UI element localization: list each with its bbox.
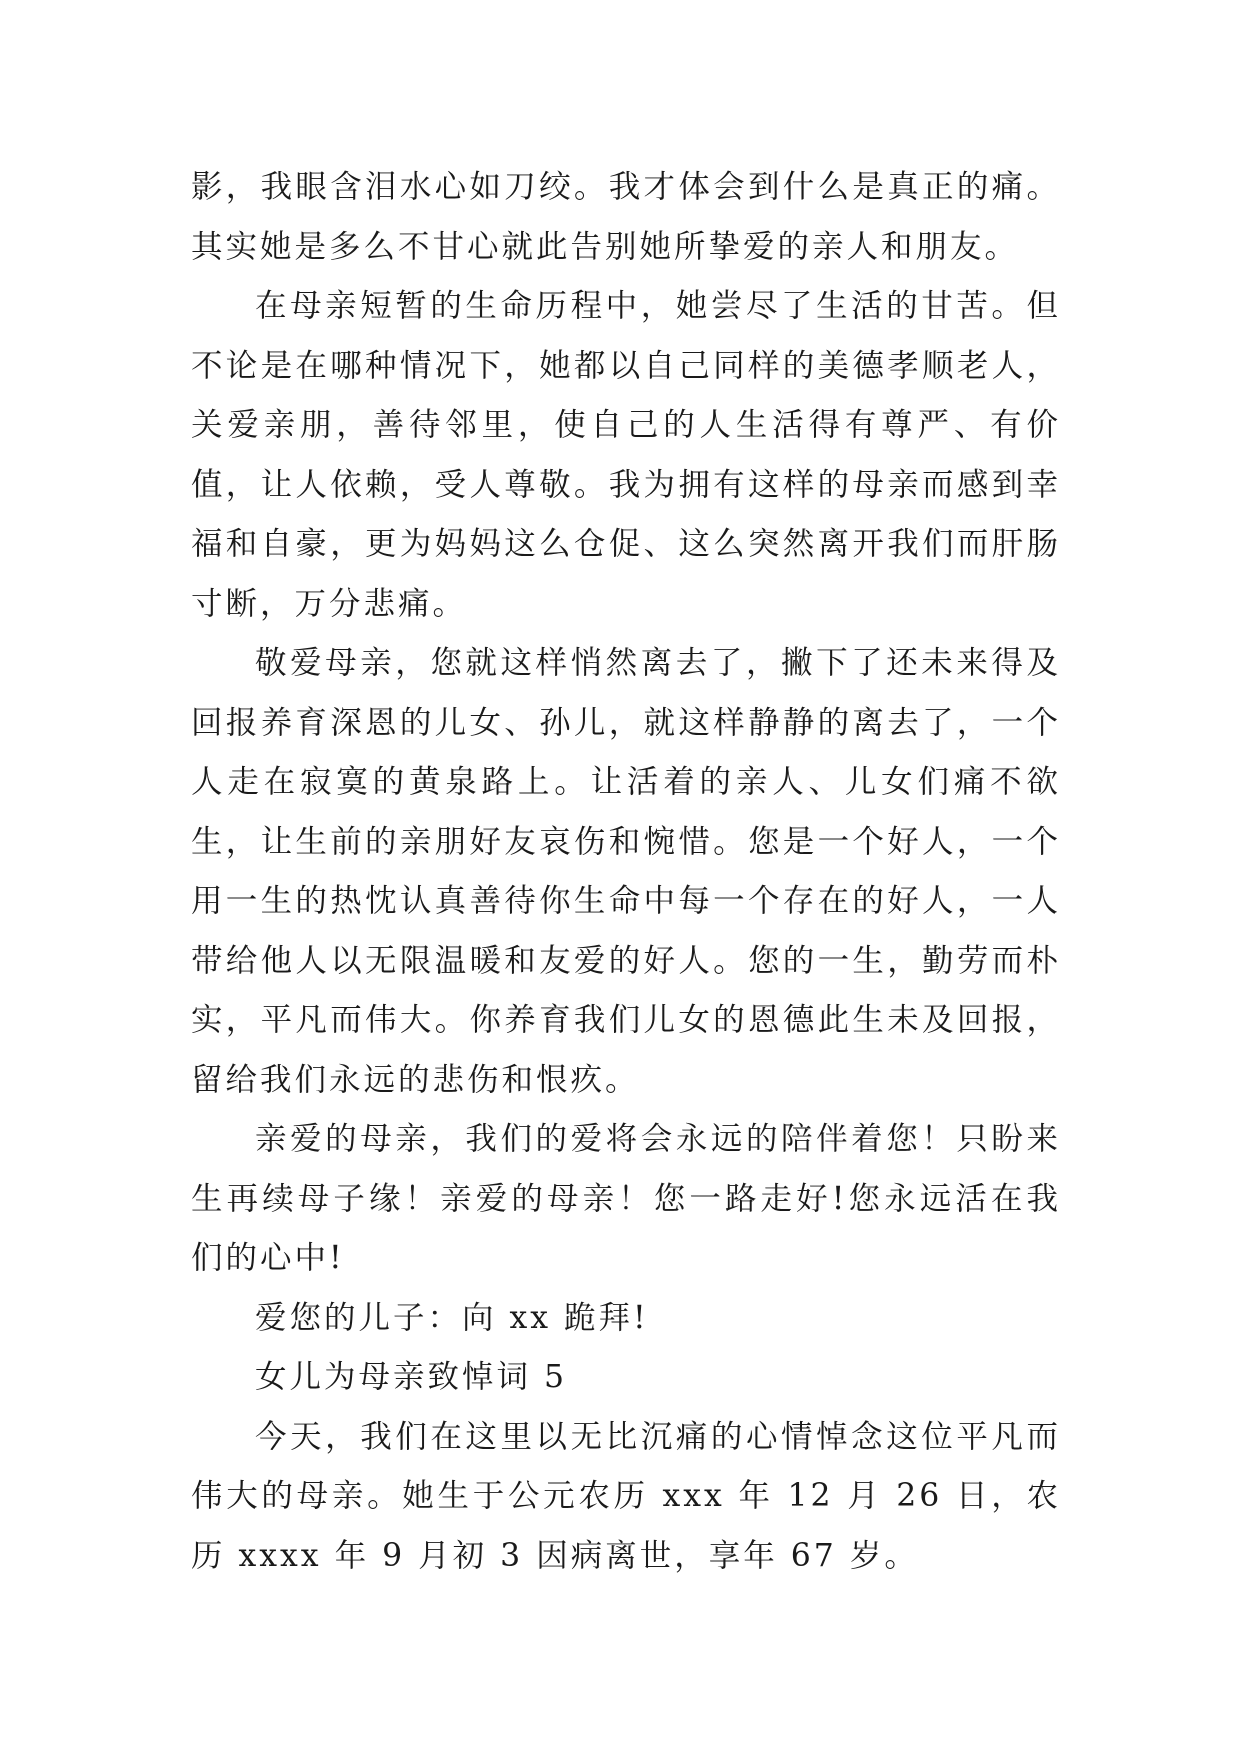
paragraph: 敬爱母亲，您就这样悄然离去了，撇下了还未来得及回报养育深恩的儿女、孙儿，就这样静静的离去了，一个人走在寂寞的黄泉路上。让活着的亲人、儿女们痛不欲生，让生前的亲朋好友哀伤和惋惜。您是一个好人，一个用一生的热忱认真善待你生命中每一个存在的好人，一人带给他人以无限温暖和友爱的好人。您的一生，勤劳而朴实，平凡而伟大。你养育我们儿女的恩德此生未及回报，留给我们永远的悲伤和恨疚。 — [191, 645, 1061, 1098]
paragraph: 在母亲短暂的生命历程中，她尝尽了生活的甘苦。但不论是在哪种情况下，她都以自己同样的美德孝顺老人，关爱亲朋，善待邻里，使自己的人生活得有尊严、有价值，让人依赖，受人尊敬。我为拥有这样的母亲而感到幸福和自豪，更为妈妈这么仓促、这么突然离开我们而肝肠寸断，万分悲痛。 — [191, 288, 1061, 622]
paragraph: 亲爱的母亲，我们的爱将会永远的陪伴着您！只盼来生再续母子缘！亲爱的母亲！您一路走好!您永远活在我们的心中! — [191, 1121, 1061, 1276]
paragraph: 今天，我们在这里以无比沉痛的心情悼念这位平凡而伟大的母亲。她生于公元农历 xxx 年 12 月 26 日，农历 xxxx 年 9 月初 3 因病离世，享年 67 岁。 — [191, 1418, 1061, 1574]
signature-line: 爱您的儿子：向 xx 跪拜! — [255, 1299, 649, 1336]
section-heading: 女儿为母亲致悼词 5 — [255, 1359, 568, 1395]
document-body — [191, 158, 1061, 1586]
paragraph-continuation: 影，我眼含泪水心如刀绞。我才体会到什么是真正的痛。其实她是多么不甘心就此告别她所挚爱的亲人和朋友。 — [191, 169, 1061, 265]
